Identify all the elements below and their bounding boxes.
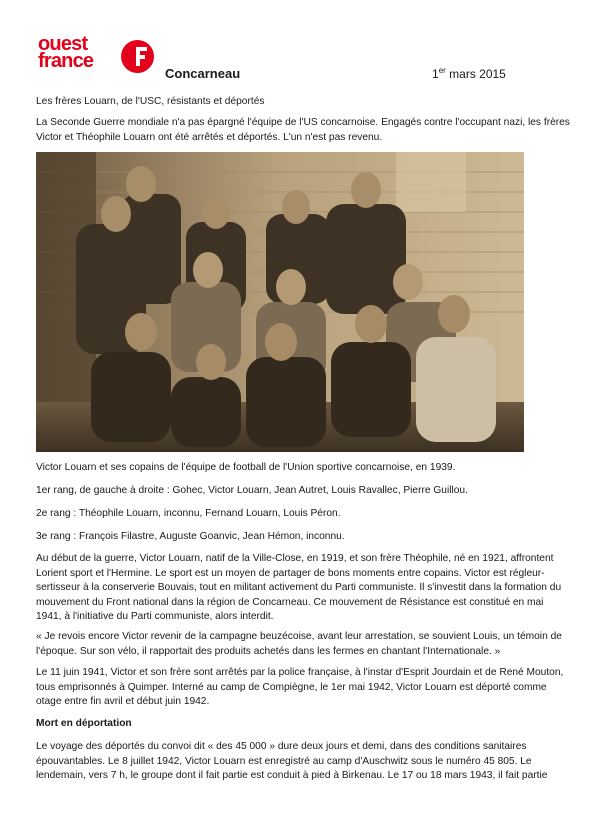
p2-line: l'époque. Sur son vélo, il rapportait des produits achetés dans les fermes en chantant l'Internationale. » [36,645,501,657]
photo-caption: Victor Louarn et ses copains de l'équipe de football de l'Union sportive concarnoise, en 1939. [36,462,456,473]
section-heading: Mort en déportation [36,718,132,729]
p3-line: otage entre fin avril et début juin 1942. [36,696,210,707]
ouest-france-logo-icon [121,40,154,73]
p2-line: « Je revois encore Victor revenir de la campagne beuzécoise, avant leur arrestation, se souvient Louis, un témoin de [36,631,562,642]
p4-line: Le voyage des déportés du convoi dit « des 45 000 » dure deux jours et demi, dans des conditions sanitaires [36,741,527,752]
paragraph-3 [36,666,564,710]
p4-line: épouvantables. Le 8 juillet 1942, Victor Louarn est enregistré au camp d'Auschwitz sous le numéro 45 805. Le [36,755,532,767]
ouest-france-logo [38,33,156,82]
logo-line-2: france [38,50,94,72]
paragraph-2 [36,630,562,659]
team-photo-image [36,152,524,452]
paragraph-4 [36,740,558,784]
p1-line: mouvement du Front national dans la région de Concarneau. Ce mouvement de Résistance est constitué en mai [36,596,544,608]
caption-rank-3: 3e rang : François Filastre, Auguste Goanvic, Jean Hémon, inconnu. [36,531,345,542]
paragraph-1 [36,552,562,625]
p1-line: Lorient sport et l'Hermine. Le sport est un moyen de partager de bons moments entre copains. Victor est régleur- [36,567,545,579]
date-day: 1 [432,67,439,81]
caption-rank-2: 2e rang : Théophile Louarn, inconnu, Fernand Louarn, Louis Péron. [36,508,341,519]
logo-line-1: ouest [38,33,88,55]
p3-line: tous emprisonnés à Quimper. Interné au camp de Compiègne, le 1er mai 1942, Victor Louarn est déporté comme [36,681,547,693]
lead-line-1: La Seconde Guerre mondiale n'a pas épargné l'équipe de l'US concarnoise. Engagés contre l'occupant nazi, les frères [36,117,570,128]
lead-line-2: Victor et Théophile Louarn ont été arrêtés et déportés. L'un n'est pas revenu. [36,131,383,143]
city-title: Concarneau [165,66,241,81]
team-photo [36,152,524,452]
p1-line: Au début de la guerre, Victor Louarn, natif de la Ville-Close, en 1919, et son frère Théophile, né en 1921, affrontent [36,553,554,564]
date-suffix: er [438,66,446,75]
article-kicker: Les frères Louarn, de l'USC, résistants et déportés [36,96,265,107]
article-lead [36,116,570,145]
caption-rank-1: 1er rang, de gauche à droite : Gohec, Victor Louarn, Jean Autret, Louis Ravallec, Pierre Guillou. [36,485,468,496]
date-rest: mars 2015 [445,67,506,81]
p4-line: lendemain, vers 7 h, le groupe dont il fait partie est conduit à pied à Birkenau. Le 17 ou 18 mars 1943, il fait partie [36,770,548,781]
p1-line: 1941, à l'initiative du Parti communiste, alors interdit. [36,611,274,622]
publication-date [432,66,506,81]
p3-line: Le 11 juin 1941, Victor et son frère sont arrêtés par la police française, à l'instar d'Esprit Jourdain et de René Mouton, [36,667,564,678]
p1-line: sertisseur à la conserverie Bouvais, tout en militant activement du Parti communiste. Il s'investit dans la formation du [36,582,562,593]
logo-wordmark [38,33,94,72]
